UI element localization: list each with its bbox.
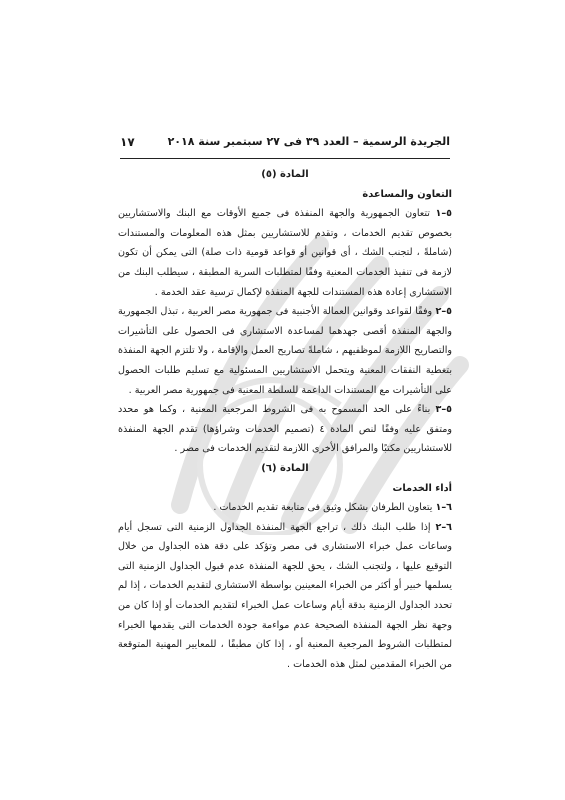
clause-text: تتعاون الجمهورية والجهة المنفذة فى جميع الأوقات مع البنك والاستشاريين بخصوص تقديم الخدمات ، وتقدم للاستشاريين بمثل هذه المعلومات والمستندات (شاملةً ، لتجنب الشك ، أى قوانين أو قواعد قومية ذات صلة) التى يمكن أن تكون لازمة فى تنفيذ الخدمات المعنية وفقًا لمتطلبات السرية المطبقة ، سيطلب البنك من الاستشارى إعادة هذه المستندات للجهة المنفذة لإكمال ترسية عقد الخدمة .: [118, 208, 452, 298]
article-6-heading: المادة (٦): [261, 462, 309, 474]
clause-number: ٥–٣: [435, 404, 452, 416]
article-6-paragraph-2: [118, 518, 452, 675]
article-5-paragraph-1: [118, 204, 452, 302]
clause-number: ٦–١: [435, 502, 452, 514]
clause-number: ٥–١: [435, 208, 452, 220]
article-6-paragraph-1: [118, 498, 452, 518]
gazette-title: الجريدة الرسمية – العدد ٣٩ فى ٢٧ سبتمبر سنة ٢٠١٨: [167, 135, 450, 148]
article-5-heading: المادة (٥): [261, 169, 309, 180]
page-header: [120, 135, 450, 155]
article-5-paragraph-2: [118, 302, 452, 400]
article-6-subtitle: أداء الخدمات: [392, 482, 452, 494]
clause-text: يتعاون الطرفان بشكل وثيق فى متابعة تقديم الخدمات .: [213, 502, 433, 514]
header-divider: [120, 158, 450, 159]
clause-text: بناءً على الحد المسموح به فى الشروط المرجعية المعنية ، وكما هو محدد ومتفق عليه وفقًا لنص المادة ٤ (تصميم الخدمات وشراؤها) تقدم الجهة المنفذة للاستشاريين مكتبًا والمرافق الأخرى اللازمة لتقديم الخدمات فى مصر .: [118, 404, 452, 455]
clause-number: ٥–٢: [435, 306, 452, 318]
page-number: ١٧: [120, 135, 135, 149]
document-body: [118, 165, 452, 674]
article-5-subtitle: التعاون والمساعدة: [362, 188, 452, 200]
clause-number: ٦–٢: [435, 521, 452, 533]
clause-text: إذا طلب البنك ذلك ، تراجع الجهة المنفذة الجداول الزمنية التى تسجل أيام وساعات عمل خبراء الاستشارى فى مصر وتؤكد على دقة هذه الجداول من خلال التوقيع عليها ، ولتجنب الشك ، يحق للجهة المنفذة عدم قبول الجداول الزمنية التى يسلمها خبير أو أكثر من الخبراء المعينين بواسطة الاستشارى لتقديم الخدمات ، إذا لم تحدد الجداول الزمنية بدقة أيام وساعات عمل الخبراء لتقديم الخدمات أو إذا كان من وجهة نظر الجهة المنفذة الصحيحة عدم مواءمة جودة الخدمات التى يقدمها الخبراء لمتطلبات الشروط المرجعية المعنية أو ، إذا كان مطبقًا ، للمعايير المهنية المتوقعة من الخبراء المقدمين لمثل هذه الخدمات .: [118, 521, 452, 670]
article-5-paragraph-3: [118, 400, 452, 459]
clause-text: وفقًا لقواعد وقوانين العمالة الأجنبية فى جمهورية مصر العربية ، تبذل الجمهورية والجهة المنفذة أقصى جهدهما لمساعدة الاستشارى فى الحصول على التأشيرات والتصاريح اللازمة لموظفيهم ، شاملةً تصاريح العمل والإقامة ، ولا تلتزم الجهة المنفذة بتغطية النفقات المعنية ويتحمل الاستشاريين المسئولية مع تسليم طلبات الحصول على التأشيرات مع المستندات الداعمة للسلطة المعنية فى جمهورية مصر العربية .: [118, 306, 452, 396]
